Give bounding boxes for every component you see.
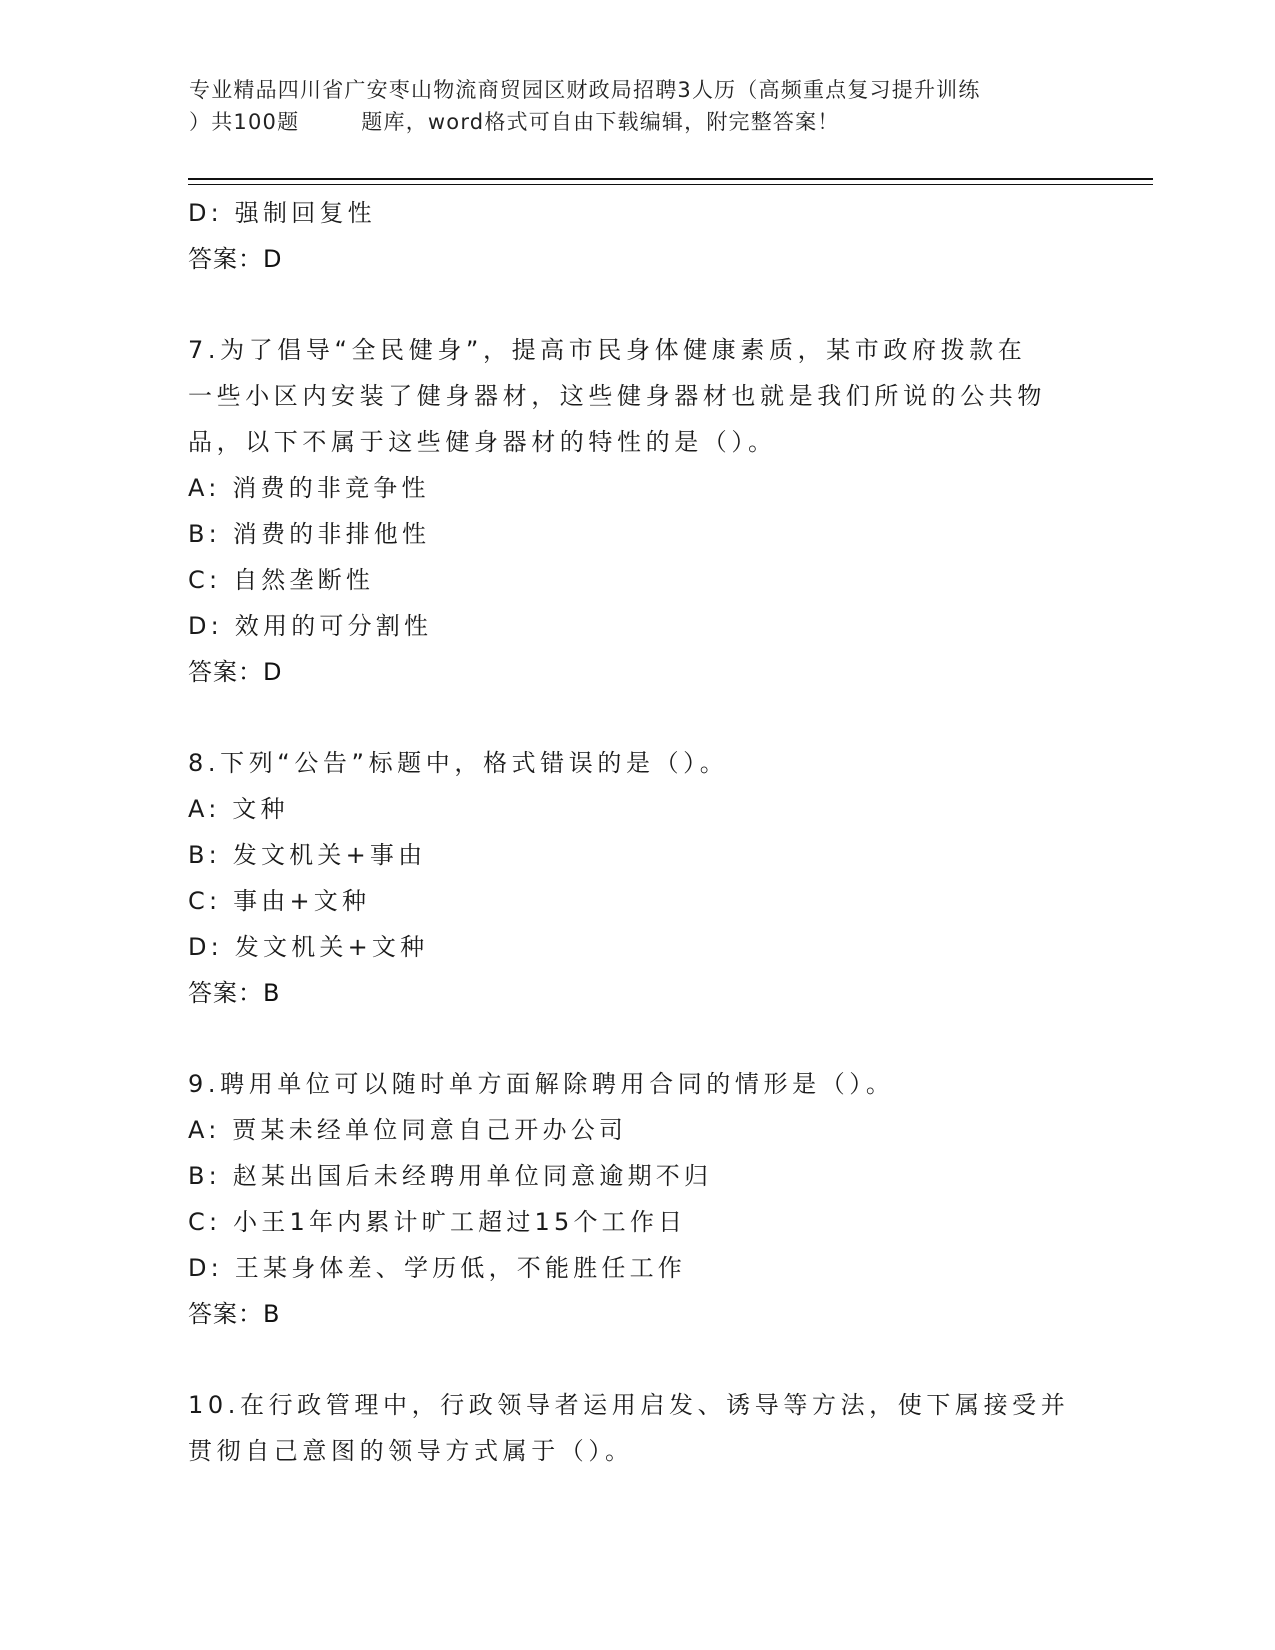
question-6-tail [188, 190, 1088, 282]
stem-line: 贯彻自己意图的领导方式属于（）。 [188, 1437, 634, 1465]
option-a: A: 消费的非竞争性 [188, 474, 430, 502]
option-d: D: 效用的可分割性 [188, 612, 433, 640]
page-header [189, 74, 1089, 138]
option-b: B: 发文机关+事由 [188, 841, 427, 869]
stem-line: 10.在行政管理中，行政领导者运用启发、诱导等方法，使下属接受并 [188, 1391, 1070, 1419]
question-7 [188, 327, 1088, 695]
stem-line: 8.下列“公告”标题中，格式错误的是（）。 [188, 749, 729, 777]
header-rule-thick [188, 178, 1153, 180]
option-a: A: 贾某未经单位同意自己开办公司 [188, 1116, 628, 1144]
answer-line: 答案：D [188, 245, 283, 273]
question-stem [188, 327, 1088, 465]
document-body [188, 190, 1088, 1474]
answer-line: 答案：B [188, 1300, 281, 1328]
option-b: B: 赵某出国后未经聘用单位同意逾期不归 [188, 1162, 713, 1190]
answer-line: 答案：B [188, 979, 281, 1007]
header-line-2 [189, 106, 1089, 138]
stem-line: 品，以下不属于这些健身器材的特性的是（）。 [188, 428, 777, 456]
answer-line: 答案：D [188, 658, 283, 686]
stem-line: 一些小区内安装了健身器材，这些健身器材也就是我们所说的公共物 [188, 382, 1046, 410]
stem-line: 9.聘用单位可以随时单方面解除聘用合同的情形是（）。 [188, 1070, 895, 1098]
option-d: D: 强制回复性 [188, 199, 376, 227]
option-d: D: 发文机关+文种 [188, 933, 429, 961]
option-a: A: 文种 [188, 795, 289, 823]
header-line-2-left: ）共100题 [189, 110, 300, 134]
question-9 [188, 1061, 1088, 1337]
stem-line: 7.为了倡导“全民健身”，提高市民身体健康素质，某市政府拨款在 [188, 336, 1027, 364]
header-line-2-right: 题库，word格式可自由下载编辑，附完整答案！ [361, 110, 840, 134]
option-d: D: 王某身体差、学历低，不能胜任工作 [188, 1254, 686, 1282]
question-stem [188, 1382, 1088, 1474]
question-8 [188, 740, 1088, 1016]
option-c: C: 事由+文种 [188, 887, 371, 915]
question-stem [188, 740, 1088, 786]
option-c: C: 小王1年内累计旷工超过15个工作日 [188, 1208, 687, 1236]
option-c: C: 自然垄断性 [188, 566, 375, 594]
question-10 [188, 1382, 1088, 1474]
header-rule-thin [188, 184, 1153, 185]
option-b: B: 消费的非排他性 [188, 520, 431, 548]
header-line-1: 专业精品四川省广安枣山物流商贸园区财政局招聘3人历（高频重点复习提升训练 [189, 78, 981, 102]
question-stem [188, 1061, 1088, 1107]
